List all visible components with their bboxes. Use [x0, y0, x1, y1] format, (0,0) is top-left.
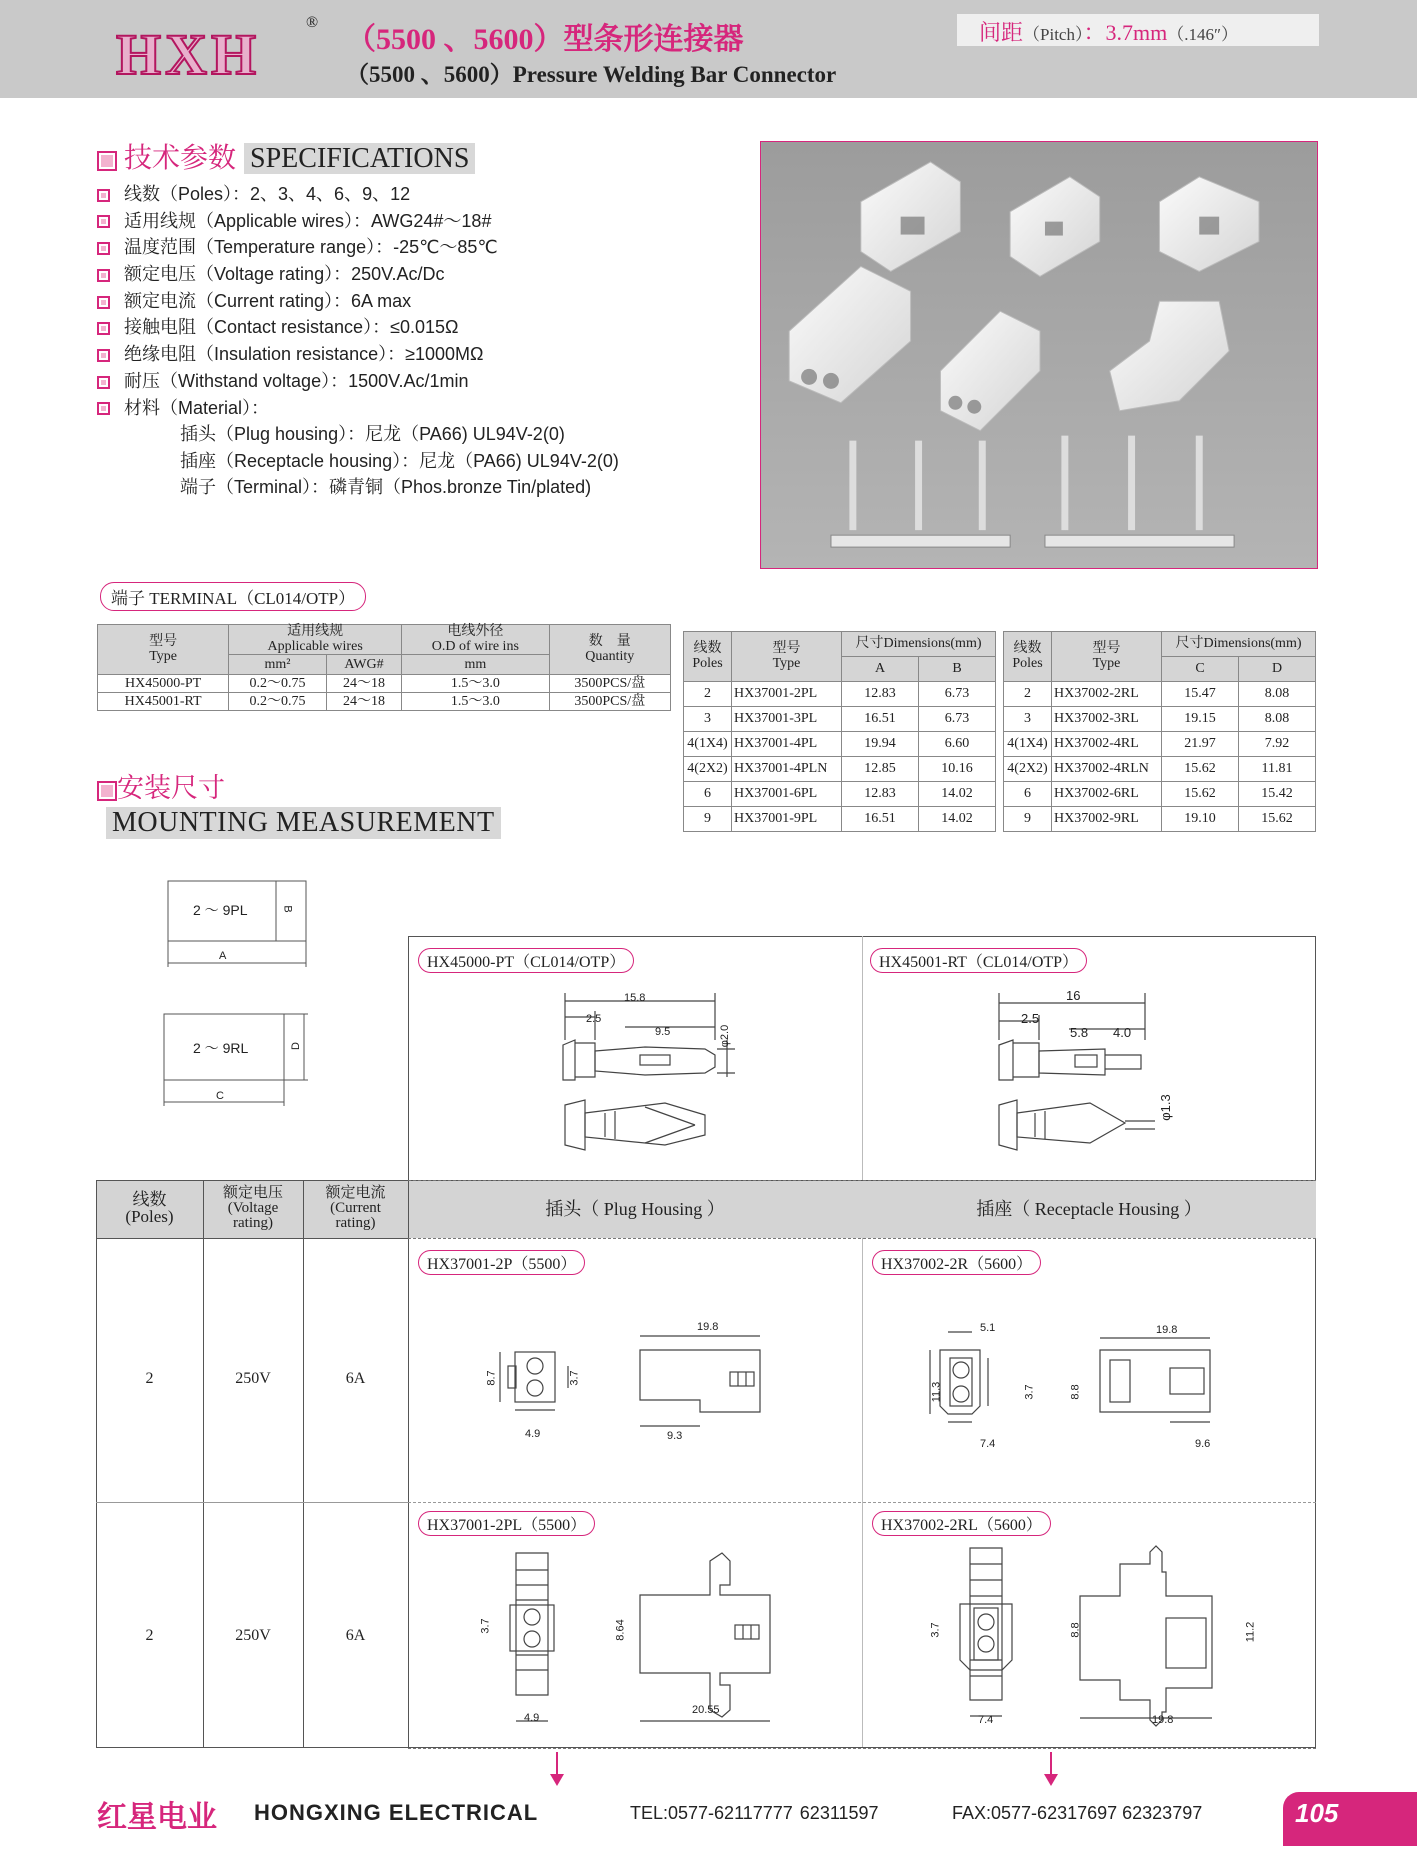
- row1-rec-label: HX37002-2R（5600）: [872, 1250, 1041, 1275]
- receptacle-dimension-table: 线数 Poles 型号 Type 尺寸Dimensions(mm) C D 2 HX37002-2RL 15.47 8.08 3 HX37002-3RL 19.15 8.08 4(1X4) HX37002-4RL 21.97 7.92 4(2X2) HX37002-4RLN 15.62 11.81 6 HX37002-6RL 15.62 15.42 9 HX37002-9RL 19.10 15.62: [1003, 631, 1316, 832]
- row1-plug-label: HX37001-2P（5500）: [418, 1250, 585, 1275]
- dim-label: 8.64: [614, 1619, 627, 1641]
- dim-label: 9.3: [667, 1430, 683, 1442]
- row2-current: 6A: [345, 1627, 366, 1644]
- dim-label: 19.8: [1156, 1324, 1178, 1336]
- row2-plug-label: HX37001-2PL（5500）: [418, 1511, 595, 1536]
- receptacle-range-label: 2 ～ 9RL: [193, 1040, 249, 1056]
- registered-mark: ®: [306, 14, 319, 31]
- pitch-sub: （Pitch）: [1023, 25, 1084, 44]
- dim-label: 4.0: [1113, 1025, 1132, 1040]
- dim-label: 5.1: [980, 1322, 996, 1334]
- th-type: 型号 Type: [732, 632, 842, 682]
- dim-a-label: A: [219, 950, 227, 962]
- grid-dash-line: [408, 1180, 1316, 1181]
- dim-label: 8.8: [1069, 1384, 1082, 1400]
- dim-label: 7.4: [978, 1714, 994, 1726]
- table-row: 6 HX37001-6PL 12.83 14.02: [684, 782, 996, 807]
- footer-fax: FAX:0577-62317697 62323797: [952, 1803, 1203, 1823]
- table-row: 4(1X4) HX37001-4PL 19.94 6.60: [684, 732, 996, 757]
- row1-plug-drawing: [470, 1310, 810, 1450]
- spec-item: 额定电压（Voltage rating）：250V.Ac/Dc: [97, 260, 498, 287]
- grid-dash-line: [408, 1502, 1316, 1503]
- bullet-icon: [97, 296, 110, 309]
- table-row: 2 HX37002-2RL 15.47 8.08: [1004, 682, 1316, 707]
- grid-col-line: [303, 1180, 304, 1748]
- footer-tel: TEL:0577-62117777 62311597: [630, 1803, 879, 1823]
- bullet-icon: [97, 269, 110, 282]
- svg-text:HXH: HXH: [116, 24, 261, 82]
- dim-b-label: B: [281, 905, 294, 913]
- dim-label: 4.9: [524, 1712, 540, 1724]
- dim-label: φ2.0: [719, 1024, 732, 1048]
- table-row: 4(2X2) HX37002-4RLN 15.62 11.81: [1004, 757, 1316, 782]
- row1-poles: 2: [145, 1370, 154, 1387]
- plug-range-label: 2 ～ 9PL: [193, 902, 248, 918]
- grid-row-line: [96, 1502, 408, 1503]
- plug-outline-diagram: [160, 875, 320, 975]
- spec-item: 材料（Material）：: [97, 394, 498, 421]
- spec-heading: [97, 136, 475, 176]
- spec-item: 绝缘电阻（Insulation resistance）：≥1000MΩ: [97, 340, 498, 367]
- th-type: 型号 Type: [98, 625, 229, 675]
- table-row: 9 HX37001-9PL 16.51 14.02: [684, 807, 996, 832]
- dim-d-label: D: [289, 1042, 302, 1050]
- row2-rec-label: HX37002-2RL（5600）: [872, 1511, 1051, 1536]
- dim-label: 3.7: [929, 1622, 942, 1638]
- dim-c-label: C: [216, 1090, 224, 1102]
- dim-label: 2.5: [586, 1013, 602, 1025]
- dim-label: 11.3: [930, 1381, 943, 1403]
- bullet-icon: [97, 215, 110, 228]
- row2-plug-drawing: [470, 1545, 810, 1735]
- bullet-icon: [97, 242, 110, 255]
- table-row: HX45000-PT 0.2～0.75 24～18 1.5～3.0 3500PCS/盘: [98, 675, 671, 693]
- table-row: 3 HX37001-3PL 16.51 6.73: [684, 707, 996, 732]
- terminal-table: [97, 624, 671, 711]
- pitch-colon: ：: [1083, 20, 1106, 45]
- hxh-logo: [112, 24, 308, 82]
- dim-label: 3.7: [568, 1370, 581, 1386]
- th-dim: 尺寸Dimensions(mm): [1162, 632, 1316, 657]
- table-row: 6 HX37002-6RL 15.62 15.42: [1004, 782, 1316, 807]
- dim-label: 3.7: [1023, 1384, 1036, 1400]
- pt-terminal-label: HX45000-PT（CL014/OTP）: [418, 948, 634, 973]
- dim-label: 8.8: [1069, 1622, 1082, 1638]
- bullet-icon: [97, 349, 110, 362]
- dim-label: 11.2: [1244, 1621, 1257, 1643]
- pitch-inch: （.146″）: [1167, 25, 1239, 44]
- grid-head-plug: 插头（ Plug Housing ）: [545, 1199, 725, 1219]
- dim-label: 2.5: [1021, 1011, 1040, 1026]
- dim-label: 20.55: [692, 1704, 720, 1716]
- dim-label: 8.7: [485, 1370, 498, 1386]
- grid-head-current: 额定电流 (Current rating): [325, 1185, 386, 1231]
- dim-label: 16: [1066, 988, 1081, 1003]
- th-od: 电线外径 O.D of wire ins: [402, 625, 549, 655]
- th-poles: 线数 Poles: [1004, 632, 1052, 682]
- grid-col-line: [408, 1180, 409, 1748]
- dim-label: 4.9: [525, 1428, 541, 1440]
- material-list: [180, 420, 619, 500]
- pitch-value: 3.7mm: [1105, 20, 1168, 45]
- table-row: 3 HX37002-3RL 19.15 8.08: [1004, 707, 1316, 732]
- terminal-label: 端子 TERMINAL（CL014/OTP）: [100, 582, 366, 611]
- row2-receptacle-drawing: [920, 1540, 1260, 1735]
- row1-current: 6A: [345, 1370, 366, 1387]
- pitch-label: 间距: [979, 20, 1024, 45]
- th-mm2: mm²: [229, 655, 327, 675]
- bullet-icon: [97, 402, 110, 415]
- bullet-icon: [97, 376, 110, 389]
- th-type: 型号 Type: [1052, 632, 1162, 682]
- th-wires: 适用线规 Applicable wires: [229, 625, 402, 655]
- brand-en: HONGXING ELECTRICAL: [254, 1800, 539, 1825]
- th-poles: 线数 Poles: [684, 632, 732, 682]
- dim-label: 15.8: [624, 992, 646, 1004]
- spec-item: 温度范围（Temperature range）：-25℃～85℃: [97, 233, 498, 260]
- grid-head-voltage: 额定电压 (Voltage rating): [222, 1185, 283, 1231]
- row2-voltage: 250V: [235, 1627, 271, 1644]
- grid-head-poles: 线数 (Poles): [125, 1190, 174, 1226]
- grid-row-line: [96, 1238, 408, 1239]
- spec-list: [97, 180, 498, 420]
- dim-label: 3.7: [479, 1618, 492, 1634]
- grid-col-line: [203, 1180, 204, 1748]
- page-title-en: （5500 、5600）Pressure Welding Bar Connector: [346, 62, 837, 87]
- dim-label: 5.8: [1070, 1025, 1089, 1040]
- page-number: 105: [1283, 1792, 1417, 1846]
- table-row: 4(1X4) HX37002-4RL 21.97 7.92: [1004, 732, 1316, 757]
- spec-item: 耐压（Withstand voltage）：1500V.Ac/1min: [97, 367, 498, 394]
- row1-receptacle-drawing: [920, 1310, 1260, 1450]
- spec-title-en: SPECIFICATIONS: [244, 143, 475, 174]
- th-dim: 尺寸Dimensions(mm): [842, 632, 996, 657]
- dim-label: 9.6: [1195, 1438, 1211, 1450]
- row1-voltage: 250V: [235, 1370, 271, 1387]
- brand-cn: 红星电业: [97, 1800, 217, 1835]
- table-row: HX45001-RT 0.2～0.75 24～18 1.5～3.0 3500PCS/盘: [98, 693, 671, 711]
- material-item: 插头（Plug housing）：尼龙（PA66) UL94V-2(0): [180, 424, 565, 444]
- dim-label: 19.8: [1152, 1714, 1174, 1726]
- page-title-cn: （5500 、5600）型条形连接器: [346, 23, 744, 56]
- product-photo: [760, 141, 1318, 569]
- th-od-unit: mm: [402, 655, 549, 675]
- table-row: 2 HX37001-2PL 12.83 6.73: [684, 682, 996, 707]
- spec-item: 接触电阻（Contact resistance）：≤0.015Ω: [97, 313, 498, 340]
- bullet-icon: [97, 322, 110, 335]
- dim-label: 7.4: [980, 1438, 996, 1450]
- th-qty: 数 量 Quantity: [549, 625, 670, 675]
- spec-item: 线数（Poles）：2、3、4、6、9、12: [97, 180, 498, 207]
- row2-poles: 2: [145, 1627, 154, 1644]
- material-item: 插座（Receptacle housing）：尼龙（PA66) UL94V-2(0): [180, 450, 619, 471]
- heading-bullet-icon: [97, 151, 117, 171]
- grid-head-receptacle: 插座（ Receptacle Housing ）: [976, 1199, 1202, 1219]
- dim-label: 19.8: [697, 1321, 719, 1333]
- mounting-heading-cn: 安装尺寸: [97, 766, 225, 805]
- pt-terminal-drawing: [555, 985, 755, 1160]
- material-item: 端子（Terminal）：磷青铜（Phos.bronze Tin/plated): [180, 477, 592, 498]
- grid-dash-line: [408, 1748, 1316, 1749]
- spec-item: 适用线规（Applicable wires）：AWG24#～18#: [97, 207, 498, 234]
- receptacle-outline-diagram: [160, 1010, 320, 1110]
- dim-label: φ1.3: [1157, 1094, 1173, 1121]
- spec-item: 额定电流（Current rating）：6A max: [97, 287, 498, 314]
- plug-dimension-table: 线数 Poles 型号 Type 尺寸Dimensions(mm) A B 2 HX37001-2PL 12.83 6.73 3 HX37001-3PL 16.51 6.73 4(1X4) HX37001-4PL 19.94 6.60 4(2X2) HX37001-4PLN 12.85 10.16 6 HX37001-6PL 12.83 14.02 9 HX37001-9PL 16.51 14.02: [683, 631, 996, 832]
- table-row: 9 HX37002-9RL 19.10 15.62: [1004, 807, 1316, 832]
- spec-title-cn: 技术参数: [124, 143, 237, 174]
- heading-bullet-icon: [97, 781, 117, 801]
- arrow-down-icon: [1041, 1752, 1061, 1788]
- grid-dash-line: [408, 1238, 1316, 1239]
- arrow-down-icon: [547, 1752, 567, 1788]
- bullet-icon: [97, 189, 110, 202]
- rt-terminal-label: HX45001-RT（CL014/OTP）: [870, 948, 1087, 973]
- dim-label: 9.5: [655, 1026, 671, 1038]
- th-awg: AWG#: [326, 655, 401, 675]
- table-row: 4(2X2) HX37001-4PLN 12.85 10.16: [684, 757, 996, 782]
- pitch-badge: [957, 14, 1319, 46]
- mounting-heading-en: MOUNTING MEASUREMENT: [106, 807, 501, 839]
